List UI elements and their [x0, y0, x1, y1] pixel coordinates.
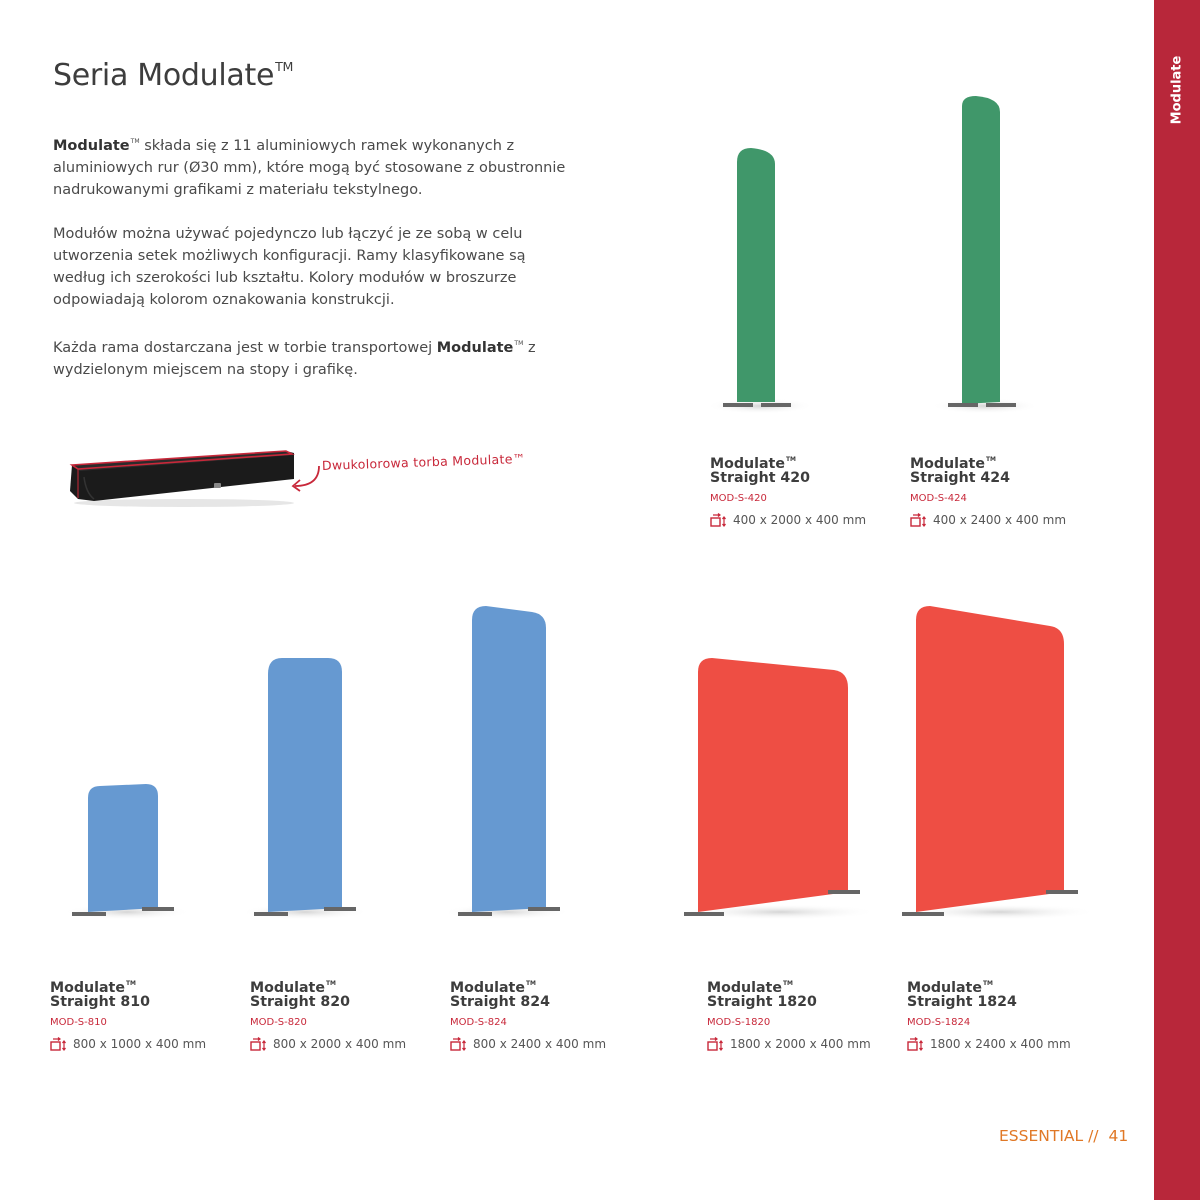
product-info — [50, 977, 250, 1051]
dimensions-icon — [910, 513, 927, 527]
product-name — [707, 977, 907, 1009]
product-name — [710, 453, 910, 485]
product-dimensions-text: 1800 x 2400 x 400 mm — [930, 1036, 1071, 1051]
product-brand: Modulate — [910, 455, 985, 472]
transport-bag-image — [64, 443, 296, 509]
product-info — [250, 977, 450, 1051]
product-brand: Modulate — [710, 455, 785, 472]
trademark-mark: TM — [785, 456, 796, 463]
trademark-mark: TM — [325, 980, 336, 987]
product-dimensions — [250, 1037, 450, 1051]
dimensions-icon — [50, 1037, 67, 1051]
product-dimensions-text: 1800 x 2000 x 400 mm — [730, 1036, 871, 1051]
product-info — [710, 453, 910, 527]
sidebar-label: Modulate — [1169, 55, 1185, 125]
product-name — [907, 977, 1107, 1009]
intro-paragraph-3-after: z wydzielonym miejscem na stopy i grafikę. — [53, 340, 536, 378]
product-info — [907, 977, 1107, 1051]
product-dimensions — [907, 1037, 1107, 1051]
intro-paragraph-1-text: składa się z 11 aluminiowych ramek wykonanych z aluminiowych rur (Ø30 mm), które mogą być stosowane z obustronnie nadrukowanymi grafikami z materiału tekstylnego. — [53, 138, 566, 198]
trademark-mark: TM — [130, 138, 140, 145]
product-model: Straight 820 — [250, 993, 351, 1010]
page-footer — [999, 1127, 1128, 1145]
product-name — [50, 977, 250, 1009]
product-image-straight-420 — [705, 140, 815, 420]
product-code: MOD-S-1820 — [707, 1016, 771, 1028]
product-name — [910, 453, 1110, 485]
product-dimensions — [707, 1037, 907, 1051]
brand-name: Modulate — [53, 138, 130, 154]
product-model: Straight 810 — [50, 993, 151, 1010]
bag-caption: Dwukolorowa torba Modulate™ — [321, 450, 526, 473]
product-dimensions — [50, 1037, 250, 1051]
footer-section: ESSENTIAL // — [999, 1127, 1099, 1145]
product-image-straight-1820 — [680, 650, 880, 926]
product-code: MOD-S-810 — [50, 1016, 107, 1028]
product-dimensions — [910, 513, 1110, 527]
sidebar-tab — [1154, 0, 1200, 1200]
trademark-mark: TM — [514, 340, 524, 347]
product-image-straight-824 — [442, 598, 572, 926]
intro-paragraph-3-before: Każda rama dostarczana jest w torbie transportowej — [53, 340, 437, 356]
product-brand: Modulate — [707, 979, 782, 996]
page-title — [53, 58, 293, 93]
trademark-mark: TM — [985, 456, 996, 463]
product-code: MOD-S-424 — [910, 492, 967, 504]
page-number: 41 — [1108, 1127, 1129, 1145]
product-dimensions-text: 400 x 2000 x 400 mm — [733, 512, 867, 527]
product-dimensions-text: 800 x 2000 x 400 mm — [273, 1036, 407, 1051]
intro-text — [53, 131, 573, 403]
product-brand: Modulate — [907, 979, 982, 996]
product-name — [450, 977, 650, 1009]
product-dimensions-text: 800 x 2400 x 400 mm — [473, 1036, 607, 1051]
dimensions-icon — [707, 1037, 724, 1051]
intro-paragraph-1 — [53, 131, 573, 201]
product-code: MOD-S-820 — [250, 1016, 307, 1028]
product-name — [250, 977, 450, 1009]
brand-name: Modulate — [436, 340, 514, 356]
product-model: Straight 1824 — [907, 993, 1017, 1010]
product-dimensions-text: 800 x 1000 x 400 mm — [73, 1036, 207, 1051]
intro-paragraph-3 — [53, 333, 573, 381]
product-brand: Modulate — [450, 979, 525, 996]
page-title-text: Seria Modulate — [53, 58, 275, 93]
product-model: Straight 424 — [910, 469, 1011, 486]
product-model: Straight 824 — [450, 993, 551, 1010]
product-image-straight-810 — [62, 776, 192, 926]
dimensions-icon — [450, 1037, 467, 1051]
product-info — [910, 453, 1110, 527]
product-image-straight-424 — [930, 88, 1040, 420]
product-brand: Modulate — [250, 979, 325, 996]
trademark-mark: TM — [525, 980, 536, 987]
product-model: Straight 1820 — [707, 993, 817, 1010]
trademark-mark: TM — [275, 58, 294, 74]
trademark-mark: TM — [782, 980, 793, 987]
product-brand: Modulate — [50, 979, 125, 996]
product-code: MOD-S-1824 — [907, 1016, 971, 1028]
product-model: Straight 420 — [710, 469, 811, 486]
curved-arrow-icon — [285, 462, 323, 492]
product-code: MOD-S-420 — [710, 492, 767, 504]
intro-paragraph-2: Modułów można używać pojedynczo lub łączyć je ze sobą w celu utworzenia setek możliwych konfiguracji. Ramy klasyfikowane są według ich szerokości lub kształtu. Kolory modułów w broszurze odpowiadają kolorom oznakowania konstrukcji. — [53, 226, 526, 308]
product-image-straight-1824 — [900, 598, 1100, 926]
product-info — [707, 977, 907, 1051]
trademark-mark: TM — [982, 980, 993, 987]
product-dimensions-text: 400 x 2400 x 400 mm — [933, 512, 1067, 527]
product-dimensions — [710, 513, 910, 527]
product-code: MOD-S-824 — [450, 1016, 507, 1028]
product-image-straight-820 — [240, 650, 370, 926]
dimensions-icon — [710, 513, 727, 527]
dimensions-icon — [250, 1037, 267, 1051]
product-info — [450, 977, 650, 1051]
dimensions-icon — [907, 1037, 924, 1051]
product-dimensions — [450, 1037, 650, 1051]
trademark-mark: TM — [125, 980, 136, 987]
